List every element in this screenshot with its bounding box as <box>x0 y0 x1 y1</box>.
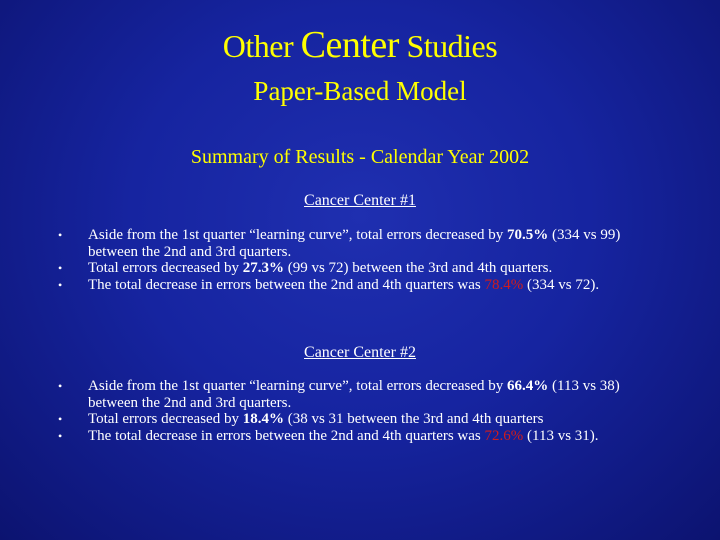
bullet-icon: • <box>58 277 63 292</box>
list-item <box>58 227 658 260</box>
slide-subtitle: Paper-Based Model <box>253 76 467 106</box>
bullet-text: (99 vs 72) between the 3rd and 4th quarters. <box>283 260 553 276</box>
list-item <box>58 411 658 428</box>
bullet-text: (113 vs 31). <box>523 427 599 444</box>
bullet-icon: • <box>58 261 63 275</box>
title-part-2: Center <box>300 24 399 66</box>
bullet-text: Total errors decreased by <box>88 260 243 276</box>
summary-heading: Summary of Results - Calendar Year 2002 <box>190 146 530 168</box>
center-1-bullet-list <box>58 227 658 293</box>
slide-title <box>0 24 720 67</box>
bullet-text: The total decrease in errors between the 2nd and 4th quarters was <box>88 276 485 293</box>
title-part-1: Other <box>222 28 301 64</box>
bullet-icon: • <box>58 412 63 426</box>
percent-value: 66.4% <box>507 378 549 394</box>
bullet-icon: • <box>58 228 63 242</box>
percent-value: 27.3% <box>242 260 284 276</box>
bullet-icon: • <box>58 379 63 393</box>
bullet-text: (334 vs 99) between the 2nd and 3rd quarters. <box>88 227 621 260</box>
list-item <box>58 277 658 294</box>
list-item <box>58 428 658 445</box>
title-part-3: Studies <box>398 28 498 64</box>
bullet-text: Aside from the 1st quarter “learning curve”, total errors decreased by <box>88 378 507 394</box>
bullet-text: Total errors decreased by <box>88 411 243 427</box>
bullet-text: Aside from the 1st quarter “learning curve”, total errors decreased by <box>88 227 507 243</box>
bullet-text: The total decrease in errors between the 2nd and 4th quarters was <box>88 427 485 444</box>
percent-value: 70.5% <box>507 227 549 243</box>
list-item <box>58 260 658 277</box>
bullet-text: (38 vs 31 between the 3rd and 4th quarters <box>283 411 544 427</box>
center-2-bullet-list <box>58 378 658 444</box>
percent-value-highlight: 78.4% <box>484 276 524 293</box>
center-1-heading: Cancer Center #1 <box>304 192 416 209</box>
percent-value: 18.4% <box>242 411 284 427</box>
bullet-icon: • <box>58 428 63 443</box>
percent-value-highlight: 72.6% <box>484 427 524 444</box>
bullet-text: (113 vs 38) between the 2nd and 3rd quarters. <box>88 378 620 411</box>
list-item <box>58 378 658 411</box>
bullet-text: (334 vs 72). <box>523 276 600 293</box>
center-2-heading: Cancer Center #2 <box>304 344 416 361</box>
